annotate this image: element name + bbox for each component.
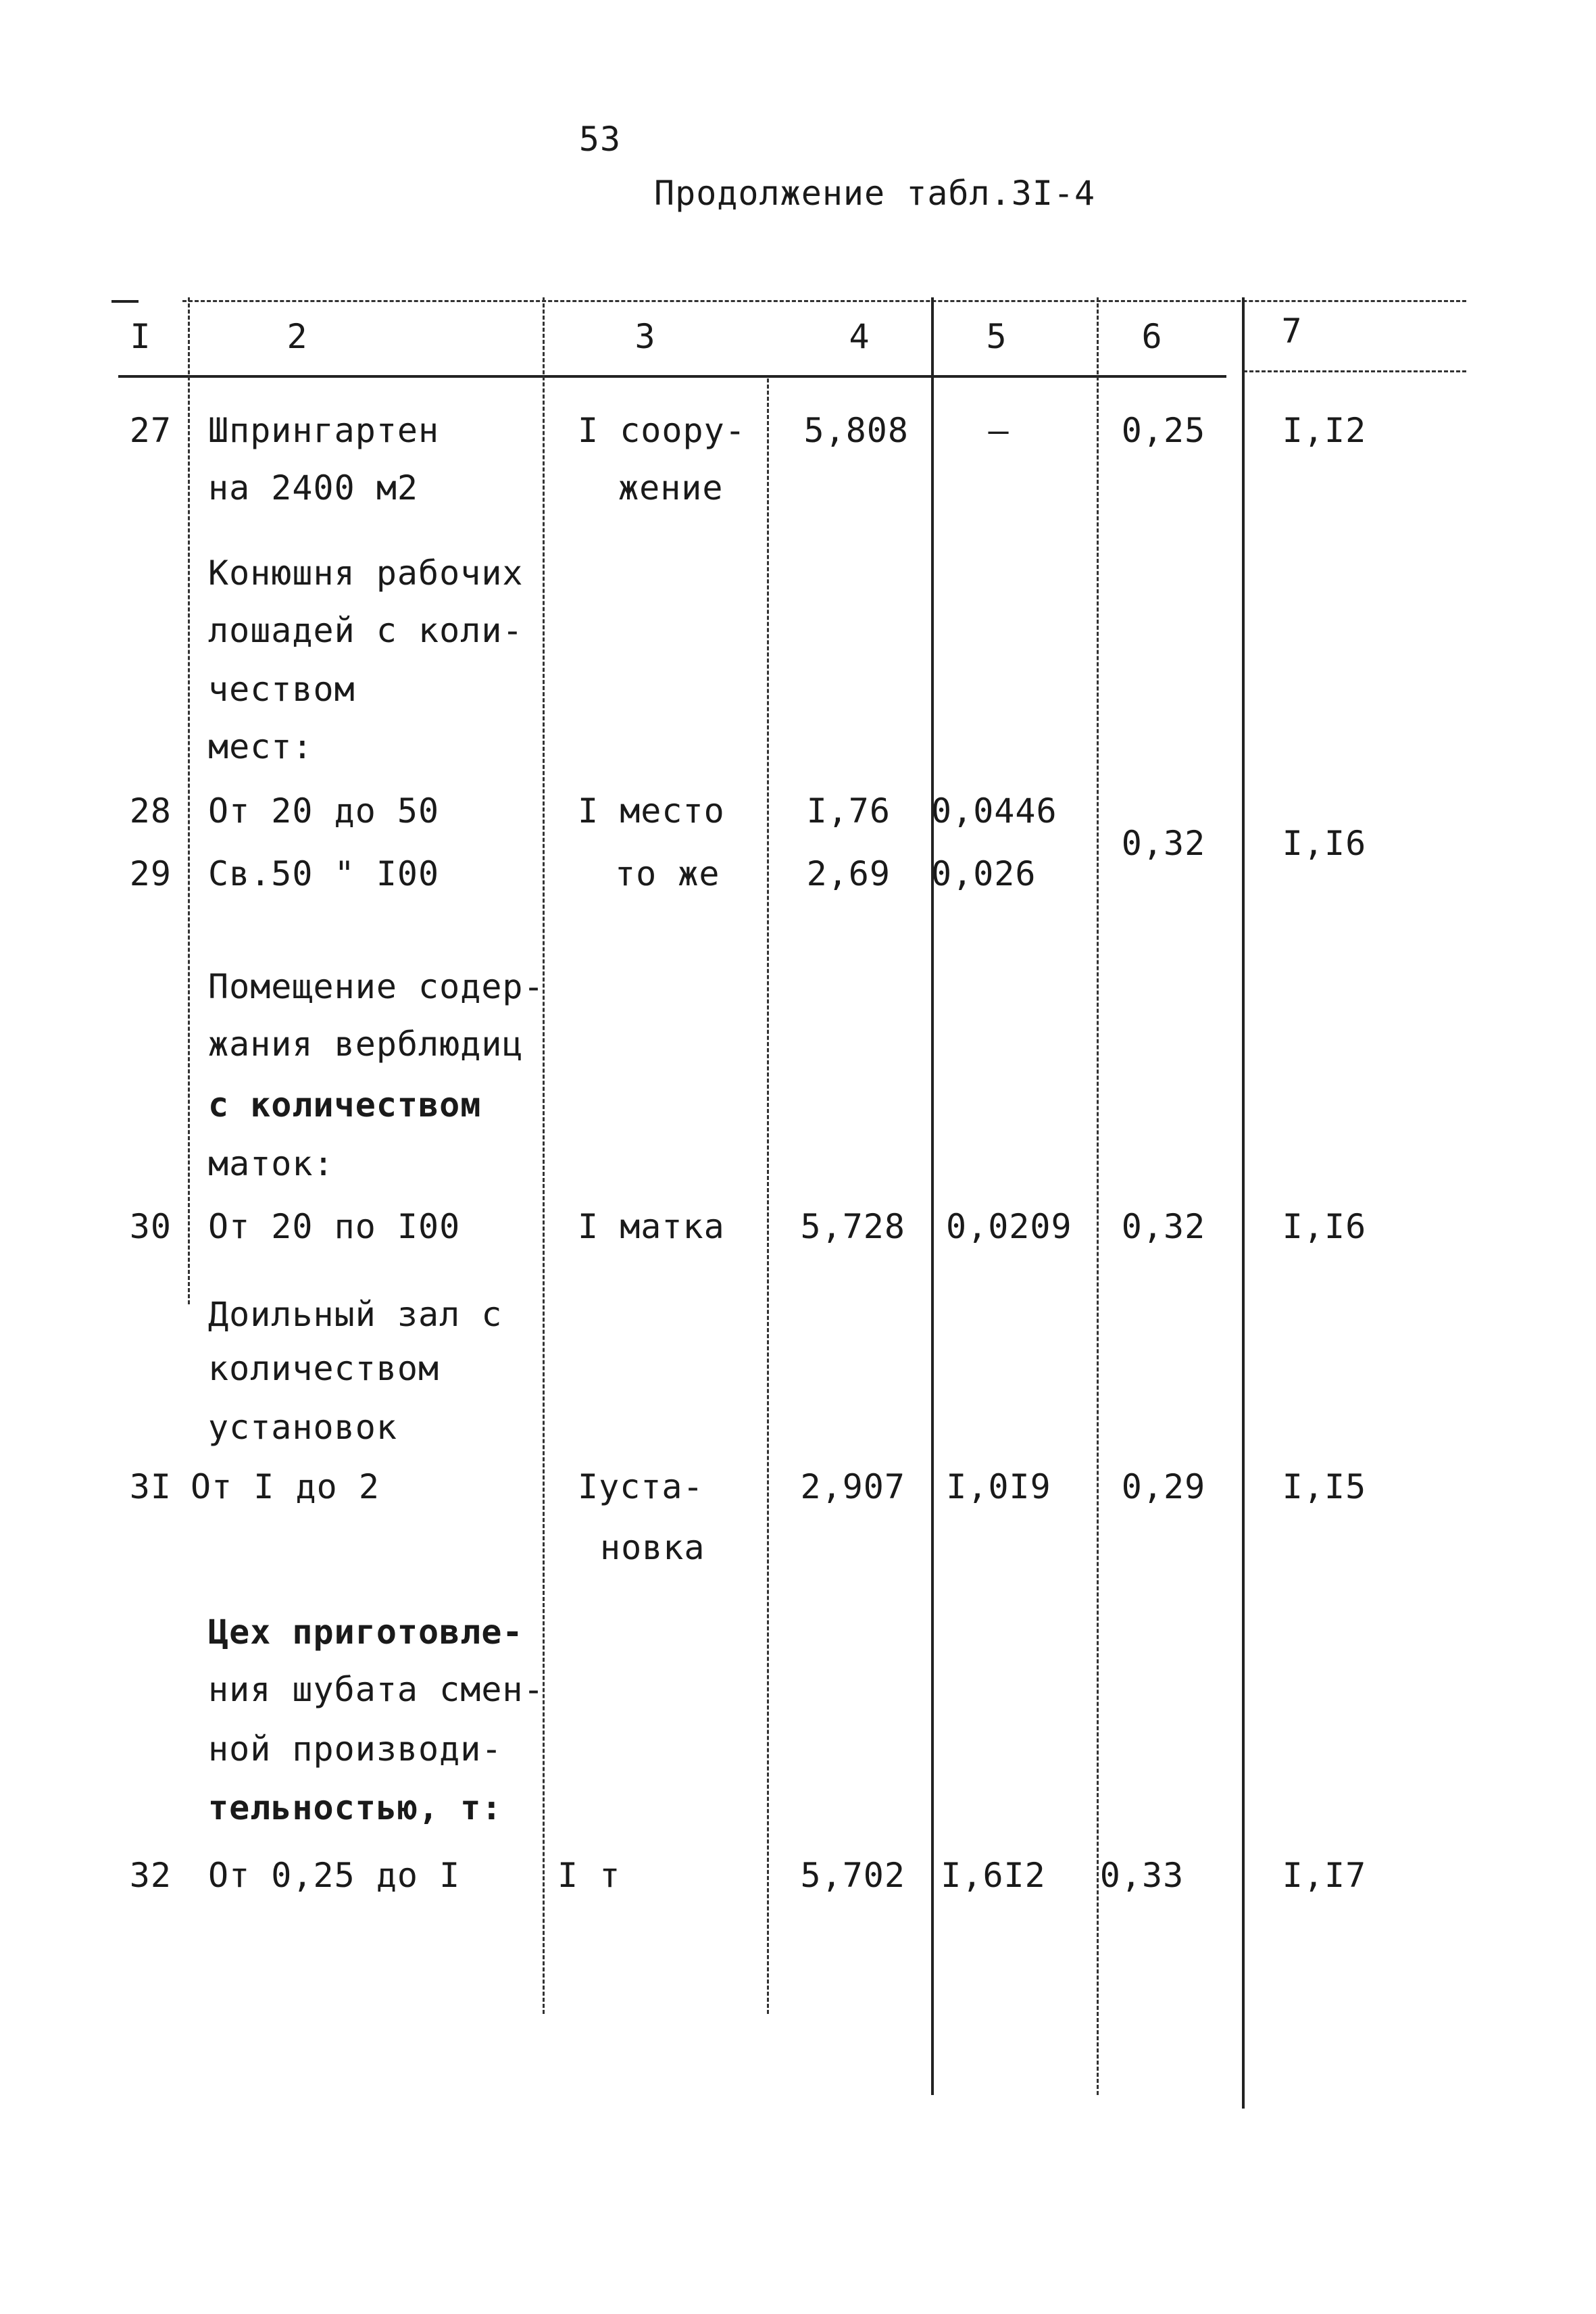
header-col-7: 7 (1281, 312, 1303, 351)
item-name: Цех приготовле- (208, 1613, 524, 1652)
value-col-6: 0,29 (1121, 1467, 1206, 1506)
page-number: 53 (578, 120, 622, 159)
value-col-6: 0,33 (1099, 1856, 1184, 1895)
col-line-4 (931, 297, 934, 2095)
value-col-4: I,76 (806, 791, 891, 831)
col-line-5 (1097, 297, 1099, 2095)
item-name: От 20 по I00 (208, 1207, 461, 1246)
row-number: 32 (129, 1856, 172, 1895)
unit: I т (557, 1856, 621, 1895)
header-col-5: 5 (986, 317, 1007, 356)
item-name: ния шубата смен- (208, 1670, 545, 1709)
item-name: От 0,25 до I (208, 1856, 461, 1895)
value-col-6: 0,32 (1121, 1207, 1206, 1246)
value-col-5: I,6I2 (941, 1856, 1046, 1895)
row-number: 30 (129, 1207, 172, 1246)
value-col-4: 5,728 (800, 1207, 905, 1246)
item-name: Св.50 " I00 (208, 854, 440, 893)
header-col-3: 3 (634, 317, 656, 356)
row-number: 3I (129, 1467, 172, 1506)
value-col-4: 2,69 (806, 854, 891, 893)
unit: жение (618, 468, 724, 508)
value-col-5: – (988, 411, 1009, 450)
item-name: Помещение содер- (208, 967, 545, 1006)
header-rule (118, 375, 1226, 378)
item-name: Конюшня рабочих (208, 553, 524, 593)
value-col-5: 0,026 (931, 854, 1037, 893)
table-caption: Продолжение табл.3I-4 (654, 174, 1096, 213)
top-rule-left (111, 300, 139, 303)
item-name: установок (208, 1408, 397, 1447)
row-number: 28 (129, 791, 172, 831)
value-col-6: 0,25 (1121, 411, 1206, 450)
value-col-5: 0,0209 (946, 1207, 1072, 1246)
item-name: лошадей с коли- (208, 611, 524, 650)
header-rule-right (1243, 370, 1466, 372)
item-name: на 2400 м2 (208, 468, 419, 508)
item-name: От 20 до 50 (208, 791, 440, 831)
item-name: с количеством (208, 1085, 482, 1125)
unit: новка (600, 1528, 705, 1567)
unit: то же (615, 854, 720, 893)
col-line-6 (1242, 297, 1245, 2109)
item-name: Доильный зал с (208, 1295, 503, 1334)
value-col-7: I,I2 (1282, 411, 1367, 450)
header-col-1: I (130, 317, 151, 356)
value-col-7: I,I5 (1282, 1467, 1367, 1506)
value-col-5: 0,0446 (931, 791, 1057, 831)
col-line-1 (188, 297, 190, 1304)
unit: I матка (578, 1207, 725, 1246)
item-name: тельностью, т: (208, 1788, 503, 1827)
item-name: количеством (208, 1349, 440, 1388)
header-col-2: 2 (286, 317, 308, 356)
header-col-6: 6 (1141, 317, 1163, 356)
value-col-5: I,0I9 (946, 1467, 1051, 1506)
top-rule (182, 300, 1466, 302)
item-name: Шпрингартен (208, 411, 440, 450)
unit: I место (578, 791, 725, 831)
value-col-7: I,I6 (1282, 1207, 1367, 1246)
value-col-4: 2,907 (800, 1467, 905, 1506)
item-name: жания верблюдиц (208, 1025, 524, 1064)
row-number: 27 (129, 411, 172, 450)
item-name: От I до 2 (191, 1467, 380, 1506)
value-col-4: 5,808 (803, 411, 909, 450)
row-number: 29 (129, 854, 172, 893)
item-name: ной производи- (208, 1729, 503, 1769)
unit: Iуста- (578, 1467, 704, 1506)
item-name: маток: (208, 1144, 334, 1183)
item-name: чеством (208, 670, 355, 709)
value-col-7: I,I7 (1282, 1856, 1367, 1895)
value-col-7: I,I6 (1282, 824, 1367, 863)
header-col-4: 4 (849, 317, 870, 356)
col-line-2 (543, 297, 545, 2014)
value-col-6: 0,32 (1121, 824, 1206, 863)
item-name: мест: (208, 727, 314, 766)
col-line-3 (767, 378, 769, 2014)
unit: I соору- (578, 411, 746, 450)
value-col-4: 5,702 (800, 1856, 905, 1895)
